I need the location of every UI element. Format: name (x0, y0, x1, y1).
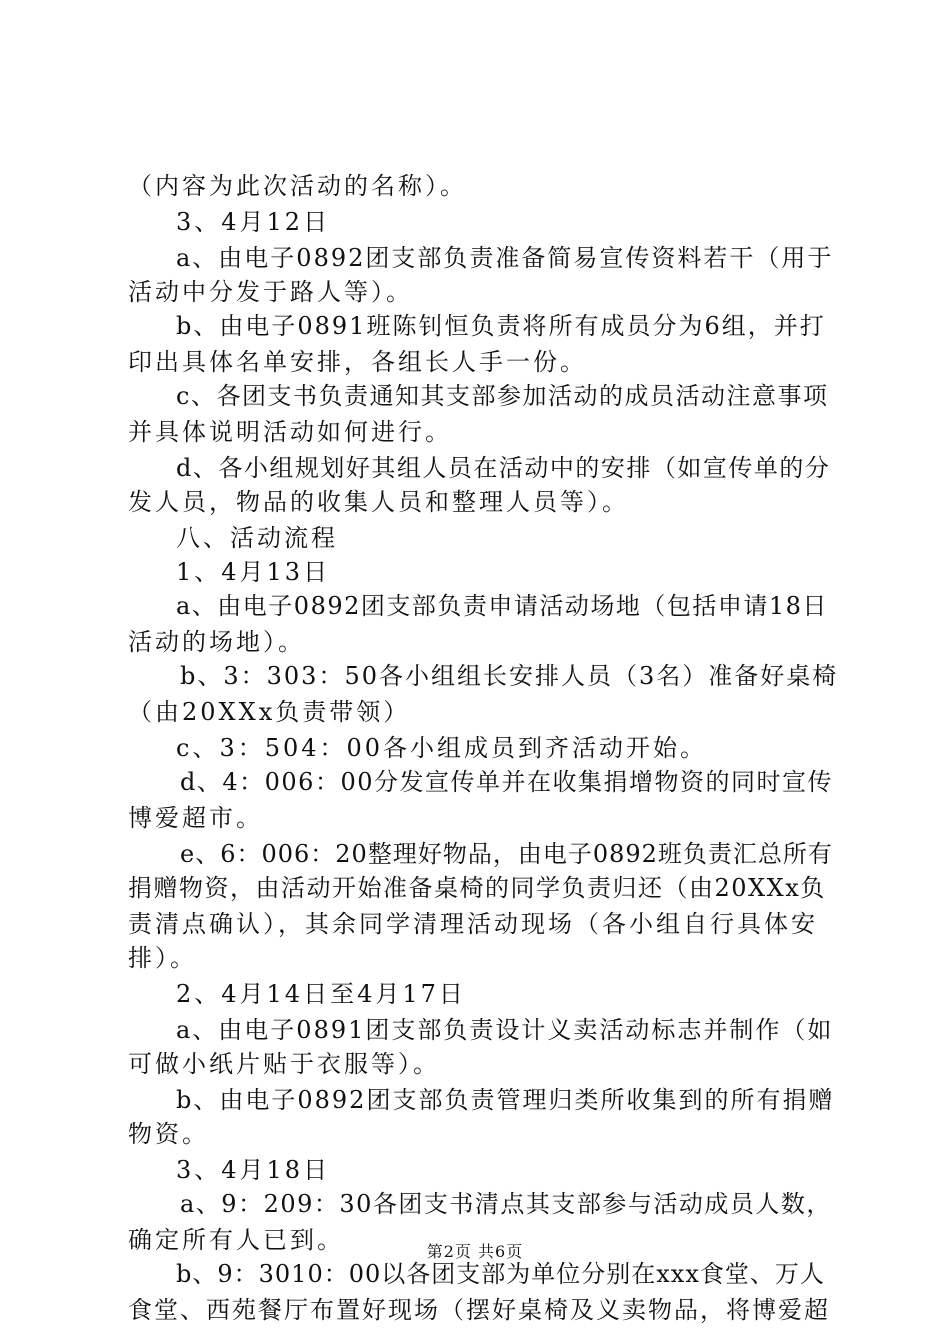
text-line: c、3：504：00各小组成员到齐活动开始。 (176, 734, 708, 762)
section-heading: 3、4月18日 (176, 1156, 331, 1184)
text-line: d、4：006：00分发宣传单并在收集捐增物资的同时宣传 (180, 768, 833, 796)
text-line: 责清点确认），其余同学清理活动现场（各小组自行具体安 (128, 910, 818, 938)
text-line: 博爱超市。 (128, 804, 263, 832)
text-line: 排）。 (128, 944, 197, 972)
section-heading: 3、4月12日 (176, 208, 331, 236)
text-line: 可做小纸片贴于衣服等）。 (128, 1050, 440, 1078)
text-line: 确定所有人已到。 (128, 1226, 344, 1254)
text-line: 活动的场地）。 (128, 628, 305, 656)
text-line: c、各团支书负责通知其支部参加活动的成员活动注意事项 (176, 382, 829, 410)
text-line: b、由电子0892团支部负责管理归类所收集到的所有捐赠 (176, 1086, 835, 1114)
text-line: b、3：303：50各小组组长安排人员（3名）准备好桌椅 (180, 662, 839, 690)
section-heading: 2、4月14日至4月17日 (176, 980, 466, 1008)
text-line: a、由电子0891团支部负责设计义卖活动标志并制作（如 (176, 1016, 834, 1044)
text-line: d、各小组规划好其组人员在活动中的安排（如宣传单的分 (176, 454, 831, 482)
page-number-label: 第2页 共6页 (426, 1242, 524, 1261)
text-line: b、由电子0891班陈钊恒负责将所有成员分为6组，并打 (176, 312, 826, 340)
text-line: a、由电子0892团支部负责申请活动场地（包括申请18日 (176, 592, 828, 620)
text-line: 食堂、西苑餐厅布置好现场（摆好桌椅及义卖物品，将博爱超 (128, 1296, 830, 1324)
text-line: e、6：006：20整理好物品，由电子0892班负责汇总所有 (180, 840, 833, 868)
text-line: （内容为此次活动的名称）。 (128, 172, 467, 200)
text-line: 物资。 (128, 1120, 209, 1148)
text-line: 活动中分发于路人等）。 (128, 278, 413, 306)
page-footer (0, 1242, 950, 1262)
section-heading: 1、4月13日 (176, 558, 331, 586)
text-line: a、由电子0892团支部负责准备简易宣传资料若干（用于 (176, 244, 834, 272)
section-heading: 八、活动流程 (176, 524, 338, 552)
text-line: b、9：3010：00以各团支部为单位分别在xxx食堂、万人 (176, 1260, 825, 1288)
text-line: 并具体说明活动如何进行。 (128, 418, 452, 446)
text-line: （由20XXx负责带领） (128, 698, 411, 726)
text-line: 发人员，物品的收集人员和整理人员等）。 (128, 488, 629, 516)
text-line: a、9：209：30各团支书清点其支部参与活动成员人数， (180, 1190, 832, 1218)
text-line: 印出具体名单安排，各组长人手一份。 (128, 348, 587, 376)
text-line: 捐赠物资，由活动开始准备桌椅的同学负责归还（由20XXx负 (128, 874, 826, 902)
